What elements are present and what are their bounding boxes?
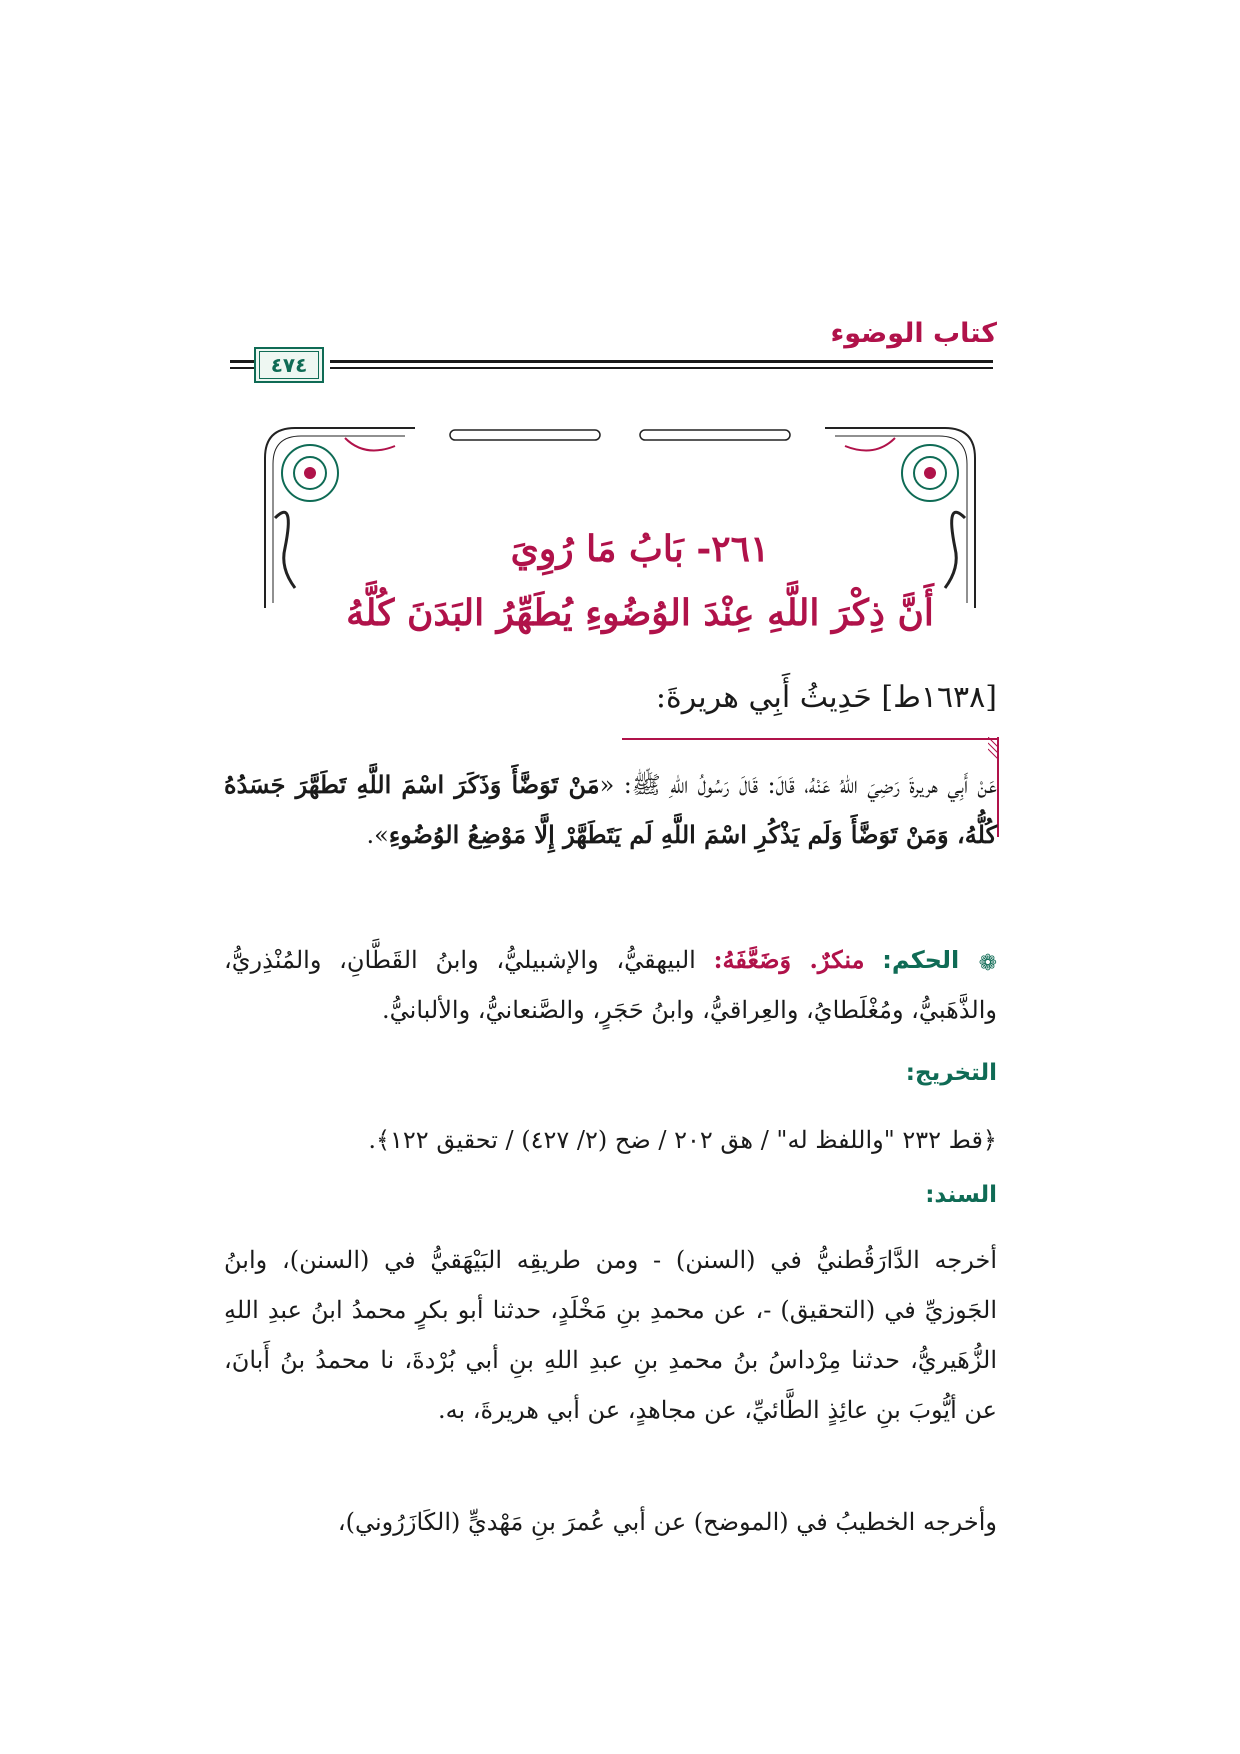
chapter-frame-ornament xyxy=(255,418,985,618)
chapter-title-line1: ٢٦١- بَابُ مَا رُوِيَ xyxy=(510,528,770,570)
ruling-verdict: منكرٌ. وَضَعَّفَهُ: xyxy=(713,945,865,974)
hadith-heading: [١٦٣٨ط] حَدِيثُ أَبِي هريرةَ: xyxy=(655,680,997,715)
ruling-paragraph xyxy=(224,935,997,1035)
ruling-text: البيهقيُّ، والإشبيليُّ، وابنُ القَطَّانِ، والمُنْذِريُّ، والذَّهَبيُّ، ومُغْلَطايُ، والعِراقيُّ، وابنُ حَجَرٍ، والصَّنعانيُّ، والألبانيُّ. xyxy=(224,946,997,1024)
hadith-text xyxy=(224,760,997,860)
hadith-intro: عَنْ أَبِي هريرةَ رَضِيَ اللهُ عَنْهُ، قَالَ: قَالَ رَسُولُ اللهِ ﷺ: « xyxy=(599,771,997,799)
page-number-box xyxy=(254,347,324,383)
header-rule-left-thick xyxy=(230,360,254,363)
takhrij-text: ﴿قط ٢٣٢ "واللفظ له" / هق ٢٠٢ / ضح (٢/ ٤٢٧) / تحقيق ١٢٢﴾. xyxy=(368,1126,997,1154)
hadith-matn: مَنْ تَوَضَّأَ وَذَكَرَ اسْمَ اللَّهِ تَطَهَّرَ جَسَدُهُ كُلُّهُ، وَمَنْ تَوَضَّأَ وَلَم يَذْكُرِ اسْمَ اللَّهِ لَم يَتَطَهَّرْ إِلَّا مَوْضِعُ الوُضُوءِ xyxy=(224,770,997,849)
chapter-title-line2: أَنَّ ذِكْرَ اللَّهِ عِنْدَ الوُضُوءِ يُطَهِّرُ البَدَنَ كُلَّهُ xyxy=(346,592,934,634)
ruling-label: الحكم: xyxy=(882,946,960,974)
sanad-heading: السند: xyxy=(925,1182,997,1208)
last-paragraph: وأخرجه الخطيبُ في (الموضح) عن أبي عُمرَ بنِ مَهْديٍّ (الكَازَرُوني)، xyxy=(337,1508,997,1536)
ornament-left-corner xyxy=(265,428,415,608)
header-rule-thick xyxy=(330,360,993,363)
header-rule-thin xyxy=(330,367,993,369)
takhrij-heading: التخريج: xyxy=(905,1060,997,1086)
sanad-text: أخرجه الدَّارَقُطنيُّ في (السنن) - ومن طريقِه البَيْهَقيُّ في (السنن)، وابنُ الجَوزيِّ في (التحقيق) -، عن محمدِ بنِ مَخْلَدٍ، حدثنا أبو بكرٍ محمدُ ابنُ عبدِ اللهِ الزُّهَيريُّ، حدثنا مِرْداسُ بنُ محمدِ بنِ عبدِ اللهِ بنِ أبي بُرْدةَ، نا محمدُ بنُ أَبانَ، عن أيُّوبَ بنِ عائِذٍ الطَّائيِّ، عن مجاهدٍ، عن أبي هريرةَ، به. xyxy=(224,1246,997,1424)
page-number: ٤٧٤ xyxy=(259,351,319,379)
ornament-right-corner xyxy=(825,428,975,608)
hadith-close: ». xyxy=(366,821,389,849)
hadith-heading-underline xyxy=(622,738,997,740)
ornament-bullet-icon: ❁ xyxy=(978,951,997,976)
header-rule-left-thin xyxy=(230,367,254,369)
running-title: كتاب الوضوء xyxy=(830,318,997,349)
